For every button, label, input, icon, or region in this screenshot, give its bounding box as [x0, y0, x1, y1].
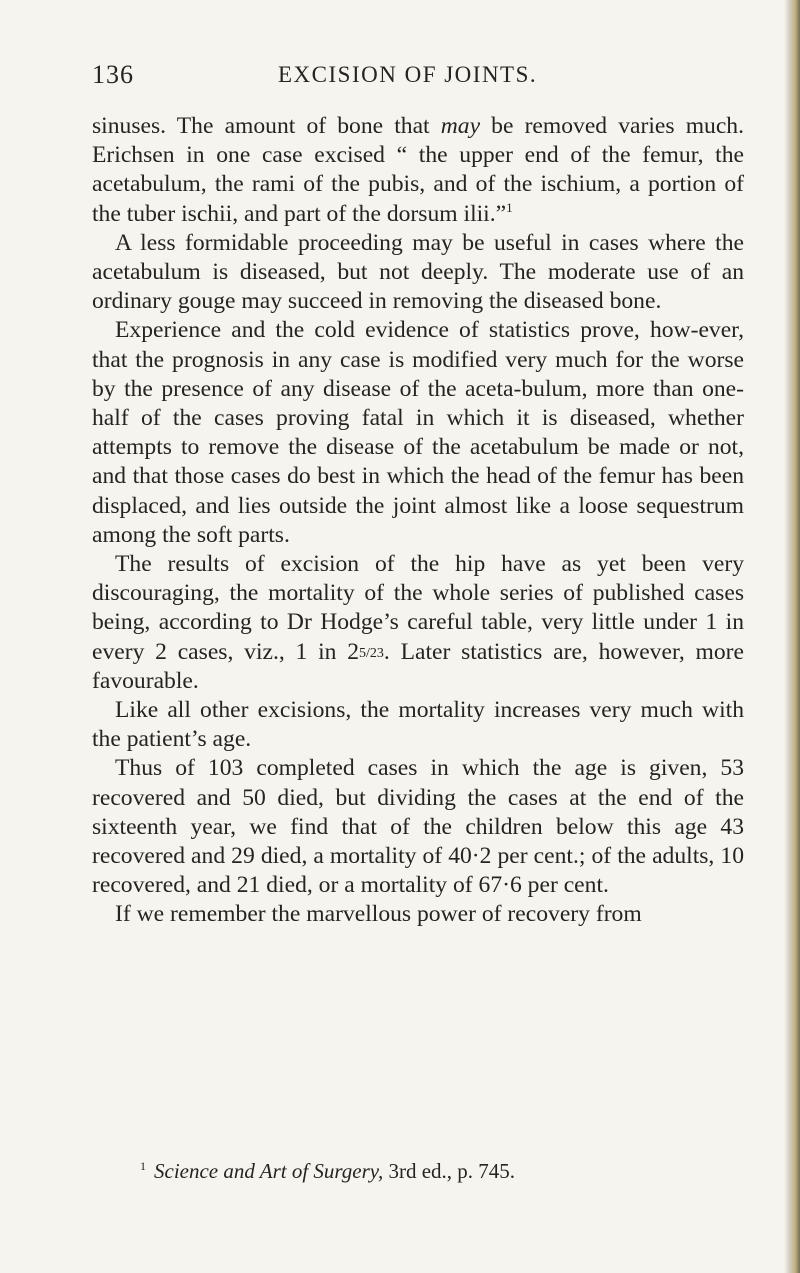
body-text: [92, 112, 744, 930]
running-title: EXCISION OF JOINTS.: [278, 62, 538, 87]
footnote: [140, 1158, 740, 1184]
paragraph-less-formidable: A less formidable proceeding may be useful in cases where the acetabulum is diseased, but not deeply. The moderate use of an ordinary gouge may succeed in removing the diseased bone.: [92, 229, 744, 315]
paragraph-thus: Thus of 103 completed cases in which the age is given, 53 recovered and 50 died, but dividing the cases at the end of the sixteenth year, we find that of the children below this age 43 recovered and 29 died, a mortality of 40·2 per cent.; of the adults, 10 recovered, and 21 died, or a mortality of 67·6 per cent.: [92, 755, 744, 899]
footnote-work-title: Science and Art of Surgery,: [154, 1159, 384, 1183]
running-head: [92, 60, 752, 100]
emphasis-may: may: [440, 113, 481, 139]
paragraph-text: be removed varies much. Erichsen in one case excised “ the upper end of the femur, the acetabulum, the rami of the pubis, and of the ischium, a portion of the tuber ischii, and part of the dorsum ilii.”: [92, 113, 745, 227]
footnote-reference: 1: [506, 199, 513, 215]
paragraph-text: The results of excision of the hip have as yet been very discouraging, the mortality of the whole series of published cases being, according to Dr Hodge’s careful table, very little under 1 in every 2 cases, viz., 1 in 2: [92, 551, 744, 665]
paragraph-if-we: If we remember the marvellous power of recovery from: [115, 901, 642, 928]
fraction: 5/23: [359, 645, 384, 661]
paragraph-results: [92, 550, 744, 696]
paragraph-like-all: Like all other excisions, the mortality increases very much with the patient’s age.: [92, 697, 744, 753]
footnote-details: 3rd ed., p. 745.: [383, 1159, 516, 1183]
paragraph-text: sinuses. The amount of bone that: [92, 113, 441, 139]
paragraph-experience: Experience and the cold evidence of statistics prove, how-ever, that the prognosis in any case is modified very much for the worse by the presence of any disease of the aceta-bulum, more than one-half of the cases proving fatal in which it is diseased, whether attempts to remove the disease of the acetabulum be made or not, and that those cases do best in which the head of the femur has been displaced, and lies outside the joint almost like a loose sequestrum among the soft parts.: [92, 317, 744, 548]
paragraph-text: . Later statistics are, however, more favourable.: [92, 638, 745, 694]
footnote-mark: 1: [140, 1159, 146, 1173]
paragraph-sinuses: [92, 112, 744, 229]
page-spine-shadow: [784, 0, 800, 1273]
page-number: 136: [92, 60, 134, 89]
